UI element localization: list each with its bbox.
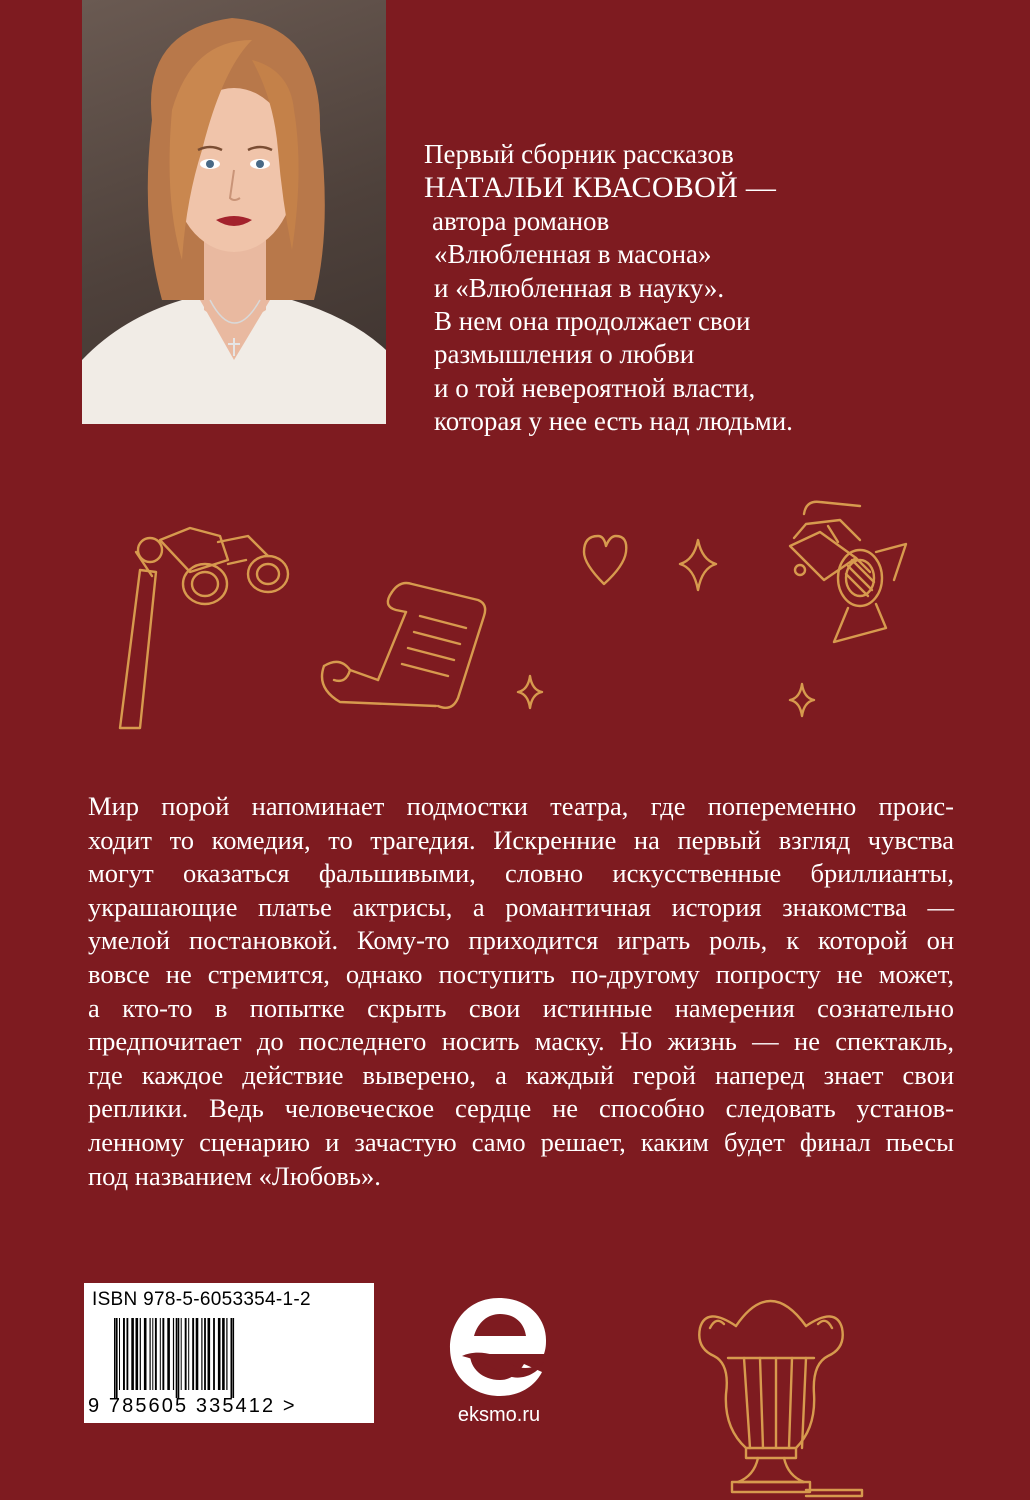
author-blurb <box>424 138 984 439</box>
barcode-bar <box>162 1318 164 1390</box>
description-line: под названием «Любовь». <box>88 1160 381 1191</box>
isbn-barcode-box <box>84 1283 374 1423</box>
barcode-bar <box>155 1318 157 1390</box>
ornament-row <box>0 480 1030 760</box>
description-line: могут оказаться фальшивыми, словно искусственные бриллианты, <box>88 858 954 889</box>
barcode-bar <box>160 1318 161 1390</box>
barcode-bar <box>114 1318 116 1398</box>
barcode-bar <box>231 1318 233 1398</box>
barcode-bar <box>201 1318 202 1390</box>
blurb-line: Первый сборник рассказов <box>424 139 734 169</box>
spotlight-icon <box>790 502 906 642</box>
barcode-bar <box>123 1318 125 1390</box>
publisher-site: eksmo.ru <box>457 1404 541 1426</box>
barcode-bar <box>136 1318 139 1390</box>
barcode-bar <box>188 1318 189 1390</box>
author-portrait-illustration <box>82 0 386 424</box>
description-line: а кто-то в попытке скрыть свои истинные намерения сознательно <box>88 992 954 1023</box>
barcode-bar <box>176 1318 178 1398</box>
description-line: умелой постановкой. Кому-то приходится играть роль, к которой он <box>88 925 954 956</box>
barcode-bar <box>152 1318 153 1390</box>
sparkle-icon <box>790 684 814 716</box>
book-description <box>88 790 954 1193</box>
barcode-bar <box>140 1318 141 1390</box>
sparkle-icon <box>518 676 542 708</box>
description-line: украшающие платье актрисы, а романтичная история знакомства — <box>88 891 954 922</box>
barcode-bar <box>119 1318 120 1390</box>
barcode-bar <box>192 1318 194 1390</box>
description-line: вовсе не стремится, однако поступить по-другому попросту не может, <box>88 958 954 989</box>
barcode-bar <box>213 1318 215 1390</box>
barcode-bar <box>131 1318 134 1390</box>
barcode-bar <box>204 1318 206 1390</box>
description-line: ленному сценарию и зачастую само решает, каким будет финал пьесы <box>88 1126 954 1157</box>
barcode-bar <box>218 1318 221 1390</box>
heart-icon <box>584 536 626 584</box>
blurb-author-name: НАТАЛЬИ КВАСОВОЙ — <box>424 171 777 205</box>
barcode-bar <box>150 1318 151 1390</box>
barcode-bar <box>208 1318 211 1390</box>
barcode-bar <box>222 1318 225 1390</box>
scroll-icon <box>322 583 485 708</box>
blurb-line: автора романов <box>432 205 610 236</box>
barcode-bar <box>173 1318 174 1390</box>
blurb-line: и «Влюбленная в науку». <box>434 272 725 303</box>
barcode-bar <box>185 1318 187 1390</box>
opera-glasses-icon <box>120 528 288 728</box>
blurb-line: «Влюбленная в масона» <box>434 239 712 270</box>
description-line: предпочитает до последнего носить маску. Но жизнь — не спектакль, <box>88 1026 954 1057</box>
barcode-bar <box>226 1318 227 1390</box>
barcode-bar <box>196 1318 199 1390</box>
lyre-icon <box>666 1264 876 1500</box>
author-photo <box>82 0 386 424</box>
description-line: ходит то комедия, то трагедия. Искренние на первый взгляд чувства <box>88 824 954 855</box>
blurb-line: размышления о любви <box>434 339 695 370</box>
blurb-line: В нем она продолжает свои <box>434 306 751 337</box>
barcode-bar <box>181 1318 182 1390</box>
barcode-bar <box>127 1318 129 1390</box>
eksmo-logo-icon <box>444 1292 554 1402</box>
sparkle-icon <box>680 540 716 590</box>
barcode-bars <box>112 1318 346 1398</box>
description-line: реплики. Ведь человеческое сердце не способно следовать установ- <box>88 1093 954 1124</box>
isbn-label: ISBN 978-5-6053354-1-2 <box>92 1289 311 1310</box>
description-line: Мир порой напоминает подмостки театра, где попеременно проис- <box>88 791 954 821</box>
barcode-bar <box>144 1318 147 1390</box>
blurb-line: и о той невероятной власти, <box>434 372 756 403</box>
barcode-bar <box>116 1318 118 1398</box>
barcode-bar <box>178 1318 180 1398</box>
blurb-line: которая у нее есть над людьми. <box>434 406 793 437</box>
description-line: где каждое действие выверено, а каждый герой наперед знает свои <box>88 1059 954 1090</box>
barcode-digits: 9 785605 335412 > <box>88 1395 297 1417</box>
barcode-bar <box>167 1318 170 1390</box>
barcode-bar <box>233 1318 235 1398</box>
